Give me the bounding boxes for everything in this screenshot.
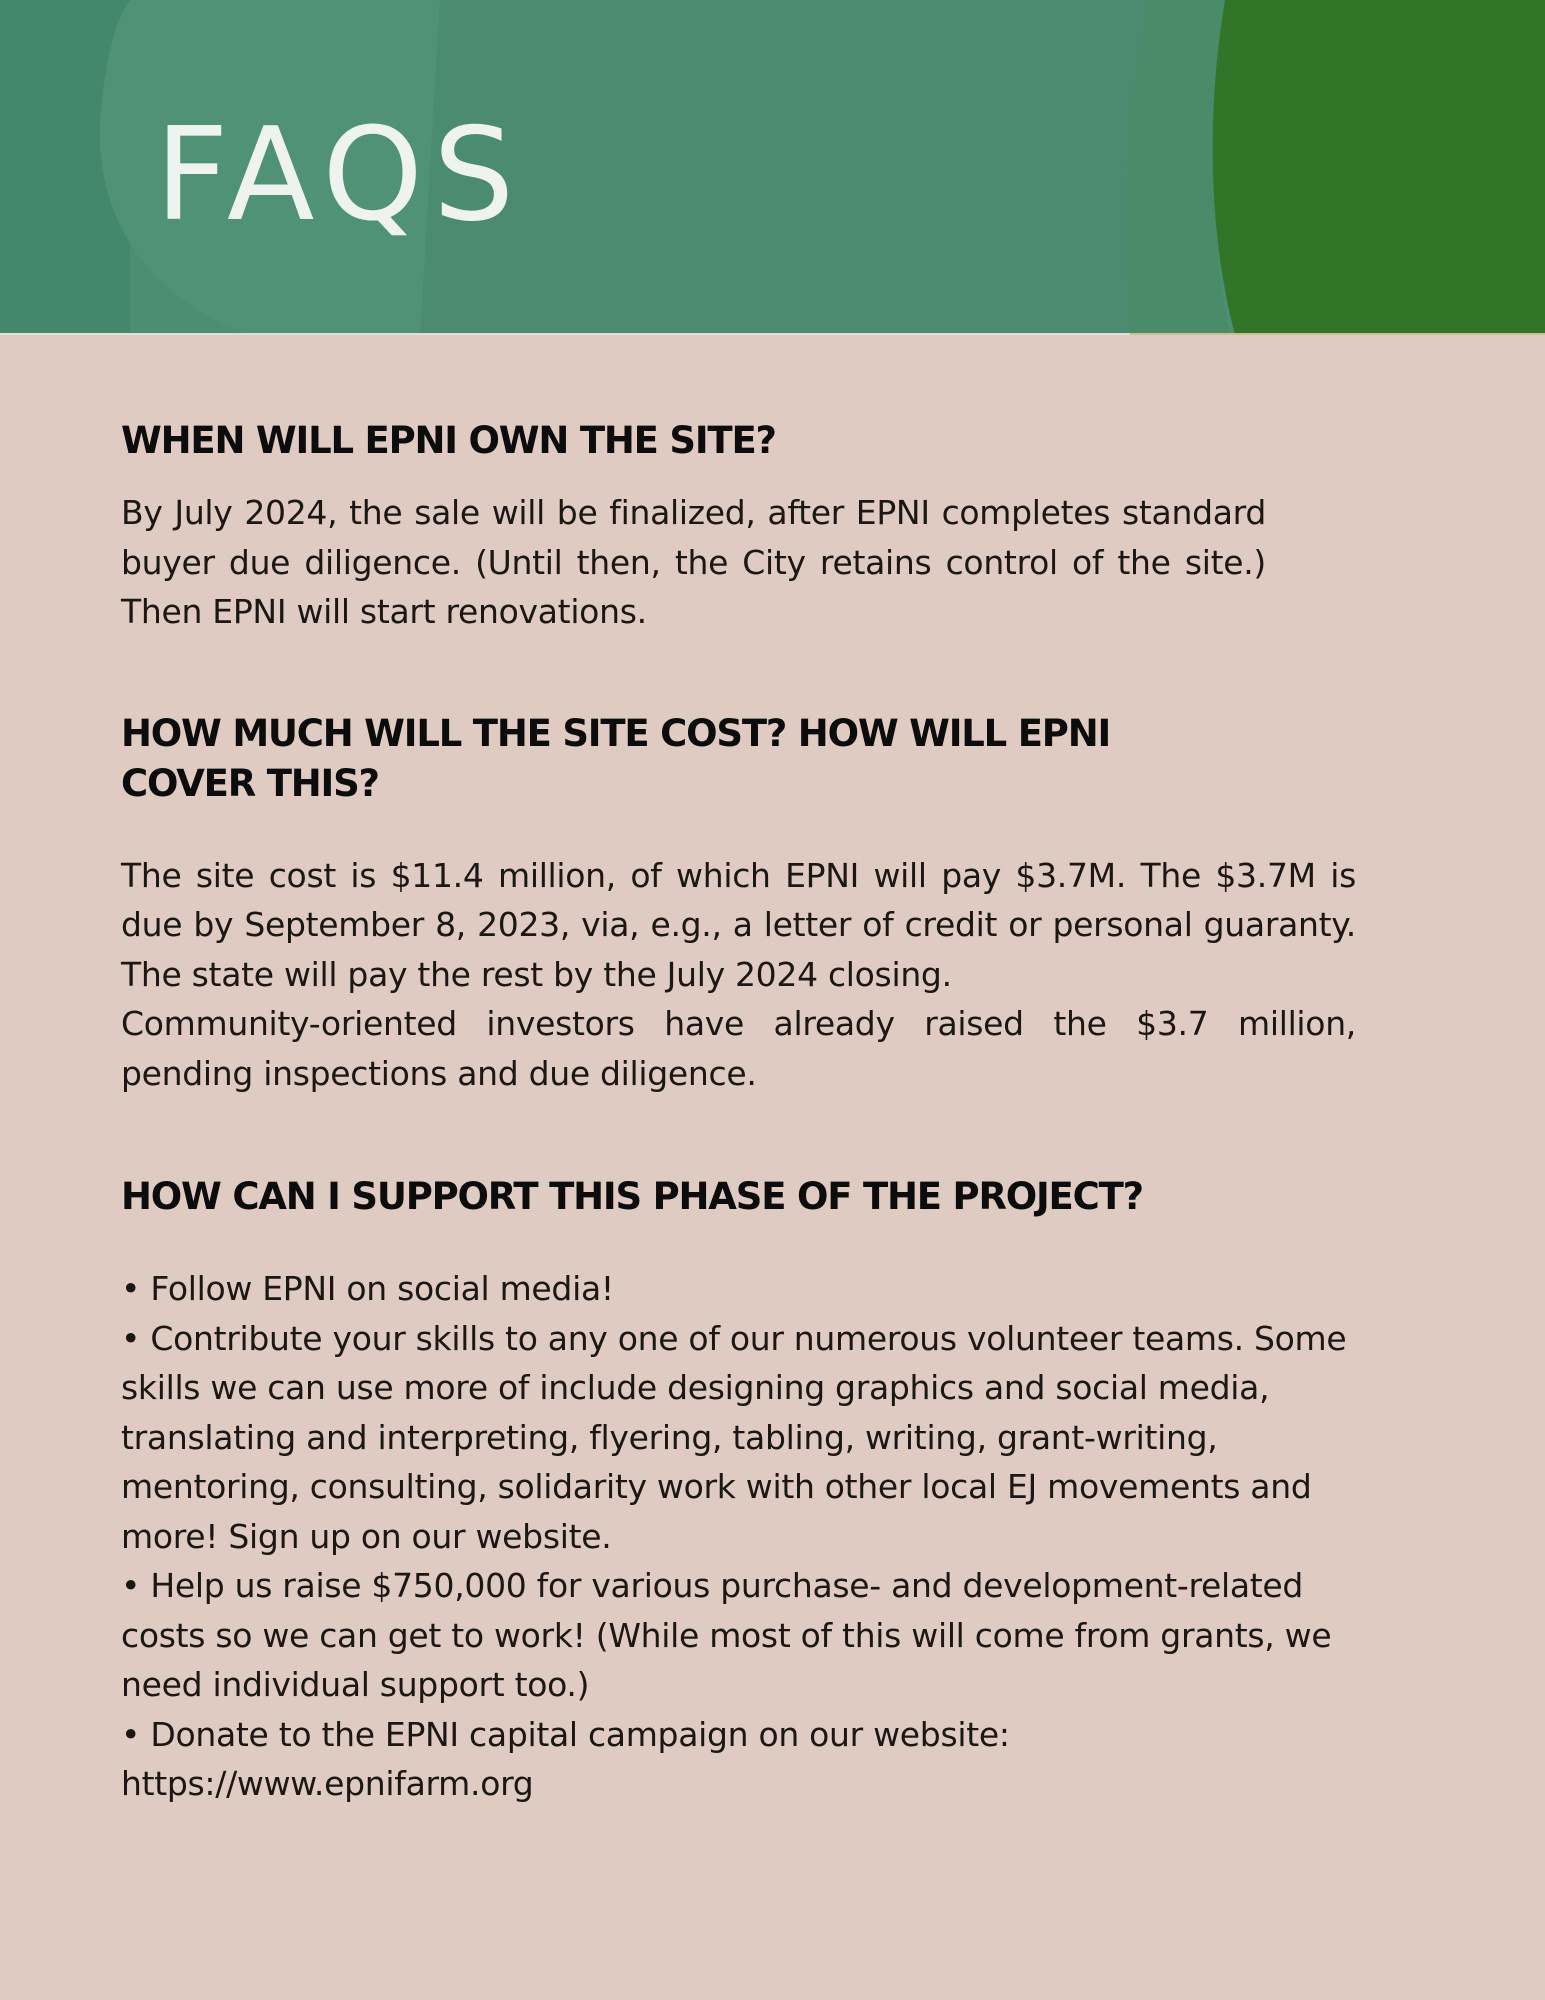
donate-text: • Donate to the EPNI capital campaign on our website: bbox=[121, 1714, 1010, 1754]
header-banner bbox=[0, 0, 1545, 335]
page-title: FAQS bbox=[155, 101, 525, 250]
website-link[interactable]: https://www.epnifarm.org bbox=[121, 1764, 534, 1803]
faq-question: HOW CAN I SUPPORT THIS PHASE OF THE PROJECT? bbox=[121, 1175, 1143, 1218]
list-item bbox=[121, 1710, 1361, 1809]
list-item: • Follow EPNI on social media! bbox=[121, 1269, 614, 1308]
list-item: • Contribute your skills to any one of our numerous volunteer teams. Some skills we can use more of include designing graphics and social media, translating and interpreting, flyering, tabling, writing, grant-writing, mentoring, consulting, solidarity work with other local EJ movements and more! Sign up on our website. bbox=[121, 1318, 1347, 1556]
faq-item-ownership bbox=[121, 416, 1356, 637]
faq-question: HOW MUCH WILL THE SITE COST? HOW WILL EPNI COVER THIS? bbox=[121, 711, 1111, 805]
support-list bbox=[121, 1264, 1361, 1809]
list-item: • Help us raise $750,000 for various purchase- and development-related costs so we can get to work! (While most of this will come from grants, we need individual support too.) bbox=[121, 1566, 1332, 1704]
faq-answer: By July 2024, the sale will be finalized, after EPNI completes standard buyer due diligence. (Until then, the City retains control of the site.) Then EPNI will start renovations. bbox=[121, 493, 1266, 631]
faq-question: WHEN WILL EPNI OWN THE SITE? bbox=[121, 419, 776, 462]
faq-item-cost bbox=[121, 709, 1356, 1099]
faq-item-support bbox=[121, 1172, 1356, 1809]
faq-answer: The site cost is $11.4 million, of which EPNI will pay $3.7M. The $3.7M is due by September 8, 2023, via, e.g., a letter of credit or personal guaranty. The state will pay the rest by the July 2024 closing. bbox=[121, 855, 1356, 994]
faq-content bbox=[121, 416, 1356, 1809]
faq-answer: Community-oriented investors have already raised the $3.7 million, pending inspections and due diligence. bbox=[121, 1004, 1356, 1093]
